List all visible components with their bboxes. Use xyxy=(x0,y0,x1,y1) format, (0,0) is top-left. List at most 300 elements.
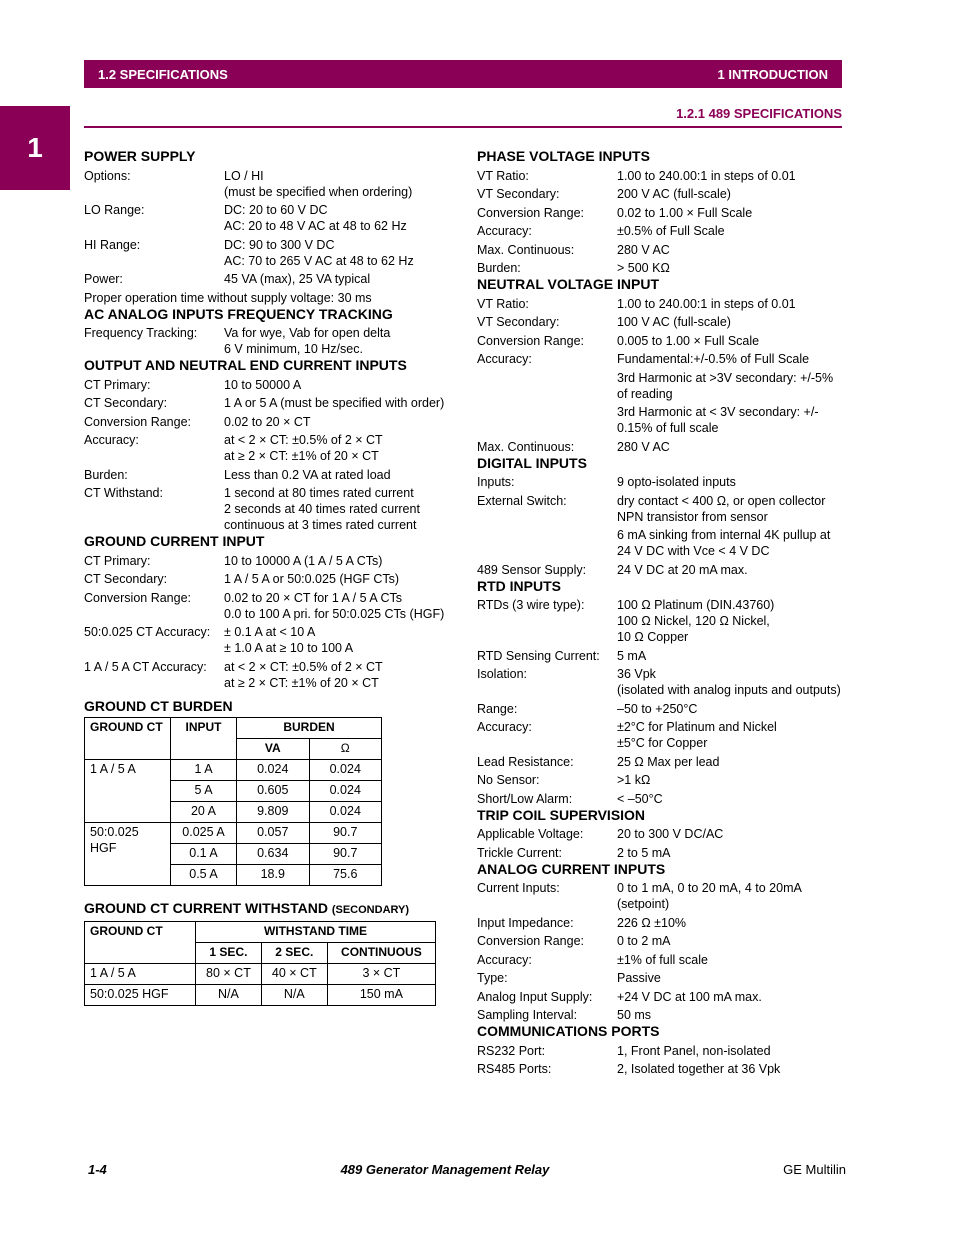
header-continuous: CONTINUOUS xyxy=(327,942,435,963)
section-title: NEUTRAL VOLTAGE INPUT xyxy=(477,276,659,292)
header-1-sec: 1 SEC. xyxy=(196,942,262,963)
spec-value-line: 100 Ω Platinum (DIN.43760) xyxy=(617,598,775,612)
spec-label: RS232 Port: xyxy=(477,1043,546,1058)
table-cell: 0.057 xyxy=(237,822,310,843)
spec-value-line: Passive xyxy=(617,971,661,985)
ground-ct-burden-title: GROUND CT BURDEN xyxy=(84,697,233,714)
spec-row xyxy=(84,202,454,234)
table-cell: 1 A / 5 A xyxy=(85,963,196,984)
spec-label: Burden: xyxy=(477,261,521,275)
spec-value-line: at < 2 × CT: ±0.5% of 2 × CT xyxy=(224,659,383,674)
spec-value-line: Less than 0.2 VA at rated load xyxy=(224,467,391,482)
spec-label: Conversion Range: xyxy=(477,205,585,220)
spec-value-line: 0.0 to 100 A pri. for 50:0.025 CTs (HGF) xyxy=(224,606,445,621)
spec-row xyxy=(84,237,454,269)
spec-row xyxy=(477,527,847,559)
spec-value xyxy=(617,719,847,751)
spec-row xyxy=(84,624,454,656)
spec-row xyxy=(477,242,847,258)
spec-row xyxy=(477,1007,847,1023)
spec-label: HI Range: xyxy=(84,237,141,252)
spec-value xyxy=(617,772,847,788)
spec-value xyxy=(224,377,454,393)
spec-value xyxy=(617,826,847,842)
spec-row xyxy=(84,271,454,287)
spec-value-line: NPN transistor from sensor xyxy=(617,509,768,524)
power-supply-section xyxy=(84,148,454,306)
spec-label: Short/Low Alarm: xyxy=(477,791,573,806)
ground-ct-withstand-table xyxy=(84,921,436,1006)
spec-label: Conversion Range: xyxy=(477,333,585,348)
spec-note: Proper operation time without supply voltage: 30 ms xyxy=(84,290,372,305)
table-cell: N/A xyxy=(261,984,327,1005)
spec-label: Conversion Range: xyxy=(477,934,585,948)
header-ground-ct: GROUND CT xyxy=(85,921,196,963)
spec-row xyxy=(477,439,847,455)
spec-value xyxy=(617,597,847,645)
spec-value xyxy=(617,754,847,770)
spec-label: CT Withstand: xyxy=(84,486,163,500)
spec-row xyxy=(477,772,847,788)
spec-row xyxy=(477,168,847,184)
spec-value-line: ±5°C for Copper xyxy=(617,736,708,750)
table-cell: 50:0.025 HGF xyxy=(85,984,196,1005)
spec-value-line: 0 to 2 mA xyxy=(617,934,671,948)
ground-ct-withstand-title xyxy=(84,900,454,919)
spec-value-line: 0.02 to 20 × CT xyxy=(224,414,311,429)
spec-label: 50:0.025 CT Accuracy: xyxy=(84,625,211,639)
spec-label: Conversion Range: xyxy=(84,414,192,429)
spec-row xyxy=(84,432,454,464)
section-title: ANALOG CURRENT INPUTS xyxy=(477,860,666,877)
trip-coil-section xyxy=(477,807,847,861)
spec-label: Lead Resistance: xyxy=(477,754,574,769)
table-cell: 9.809 xyxy=(237,801,310,822)
spec-value-line: ± 0.1 A at < 10 A xyxy=(224,625,316,639)
table-row xyxy=(85,984,436,1005)
spec-label: LO Range: xyxy=(84,203,145,217)
spec-value-line: 280 V AC xyxy=(617,242,670,257)
spec-row xyxy=(477,989,847,1005)
spec-label: Sampling Interval: xyxy=(477,1008,578,1022)
spec-value xyxy=(617,880,847,912)
table-cell: 20 A xyxy=(171,801,237,822)
spec-label: Accuracy: xyxy=(477,224,532,238)
header-input: INPUT xyxy=(171,717,237,759)
spec-label: VT Ratio: xyxy=(477,296,529,311)
table-row xyxy=(85,759,382,780)
spec-label xyxy=(477,527,617,559)
spec-value-line: 1, Front Panel, non-isolated xyxy=(617,1043,771,1058)
section-title: GROUND CURRENT INPUT xyxy=(84,533,265,549)
header-section: 1.2 SPECIFICATIONS xyxy=(98,66,228,82)
spec-row xyxy=(477,915,847,931)
communications-ports-section xyxy=(477,1023,847,1077)
spec-value xyxy=(224,414,454,430)
spec-row xyxy=(477,791,847,807)
spec-value xyxy=(617,370,847,402)
spec-row xyxy=(477,754,847,770)
spec-value xyxy=(617,205,847,221)
spec-value-line: 100 Ω Nickel, 120 Ω Nickel, xyxy=(617,614,770,628)
spec-row xyxy=(477,223,847,239)
spec-label: CT Primary: xyxy=(84,553,151,568)
table-cell: 1 A xyxy=(171,759,237,780)
spec-value-line: 0 to 1 mA, 0 to 20 mA, 4 to 20mA xyxy=(617,881,802,895)
table-cell: 0.025 A xyxy=(171,822,237,843)
spec-row xyxy=(84,377,454,393)
spec-value-line: 100 V AC (full-scale) xyxy=(617,315,731,329)
spec-label: Max. Continuous: xyxy=(477,242,575,257)
rtd-inputs-section xyxy=(477,578,847,807)
spec-value-line: ±1% of full scale xyxy=(617,952,708,967)
spec-row xyxy=(477,1043,847,1059)
spec-row xyxy=(84,571,454,587)
spec-value-line: (must be specified when ordering) xyxy=(224,184,413,199)
ground-current-section xyxy=(84,533,454,691)
spec-value xyxy=(617,952,847,968)
spec-value xyxy=(617,701,847,717)
table-cell: N/A xyxy=(196,984,262,1005)
spec-value-line: LO / HI xyxy=(224,168,264,183)
digital-inputs-section xyxy=(477,455,847,578)
spec-row xyxy=(477,1061,847,1077)
spec-value xyxy=(617,915,847,931)
spec-value-line: 1 second at 80 times rated current xyxy=(224,486,414,500)
header-withstand-time: WITHSTAND TIME xyxy=(196,921,436,942)
spec-value-line: 2 seconds at 40 times rated current xyxy=(224,502,420,516)
ground-ct-cell: 50:0.025 HGF xyxy=(85,822,171,885)
spec-label: Range: xyxy=(477,701,518,716)
section-title: COMMUNICATIONS PORTS xyxy=(477,1023,660,1039)
table-cell: 90.7 xyxy=(309,822,382,843)
spec-row xyxy=(477,474,847,490)
spec-value-line: AC: 20 to 48 V AC at 48 to 62 Hz xyxy=(224,219,407,233)
spec-label: Frequency Tracking: xyxy=(84,326,198,340)
spec-row xyxy=(477,666,847,698)
spec-label: CT Secondary: xyxy=(84,396,168,410)
spec-value xyxy=(617,1007,847,1023)
table-cell: 0.605 xyxy=(237,780,310,801)
spec-value xyxy=(617,648,847,664)
spec-label: 489 Sensor Supply: xyxy=(477,562,587,577)
spec-label: RTD Sensing Current: xyxy=(477,648,600,663)
spec-row xyxy=(84,659,454,691)
header-2-sec: 2 SEC. xyxy=(261,942,327,963)
neutral-voltage-section xyxy=(477,276,847,455)
header-burden: BURDEN xyxy=(237,717,382,738)
table-row xyxy=(85,822,382,843)
page-number: 1-4 xyxy=(88,1162,107,1177)
spec-row xyxy=(477,370,847,402)
spec-label: VT Secondary: xyxy=(477,315,560,329)
spec-row xyxy=(477,205,847,221)
table-cell: 0.024 xyxy=(309,801,382,822)
table-cell: 40 × CT xyxy=(261,963,327,984)
spec-label: Applicable Voltage: xyxy=(477,827,584,841)
table-cell: 80 × CT xyxy=(196,963,262,984)
spec-row xyxy=(84,485,454,533)
spec-value xyxy=(224,624,454,656)
spec-value-line: DC: 20 to 60 V DC xyxy=(224,203,328,217)
spec-label: CT Primary: xyxy=(84,377,151,392)
spec-value xyxy=(617,242,847,258)
spec-row xyxy=(477,296,847,312)
spec-value xyxy=(617,404,847,436)
spec-value-line: 24 V DC with Vce < 4 V DC xyxy=(617,544,770,558)
spec-value xyxy=(224,485,454,533)
spec-value xyxy=(224,553,454,569)
spec-row xyxy=(477,493,847,525)
section-title: DIGITAL INPUTS xyxy=(477,454,587,471)
spec-row xyxy=(477,314,847,330)
spec-label xyxy=(477,370,617,402)
spec-row xyxy=(84,590,454,622)
spec-label: RTDs (3 wire type): xyxy=(477,598,585,612)
spec-value xyxy=(617,333,847,349)
spec-row xyxy=(84,168,454,200)
spec-value-line: –50 to +250°C xyxy=(617,701,698,716)
spec-row xyxy=(84,467,454,483)
spec-value xyxy=(617,791,847,807)
table-cell: 5 A xyxy=(171,780,237,801)
spec-value xyxy=(617,562,847,578)
spec-value-line: ±0.5% of Full Scale xyxy=(617,224,725,238)
spec-row xyxy=(84,553,454,569)
header-va: VA xyxy=(237,738,310,759)
spec-label: Burden: xyxy=(84,467,128,482)
table-cell: 150 mA xyxy=(327,984,435,1005)
spec-value xyxy=(617,260,847,276)
spec-label: Options: xyxy=(84,168,131,183)
ground-ct-burden-table xyxy=(84,717,382,886)
spec-value-line: continuous at 3 times rated current xyxy=(224,518,417,532)
spec-value-line: 10 Ω Copper xyxy=(617,630,689,644)
frequency-tracking-section xyxy=(84,306,454,358)
spec-label: Analog Input Supply: xyxy=(477,989,593,1004)
spec-value-line: 6 mA sinking from internal 4K pullup at xyxy=(617,528,831,542)
spec-value-line: 1.00 to 240.00:1 in steps of 0.01 xyxy=(617,296,796,311)
output-neutral-section xyxy=(84,357,454,533)
section-title: AC ANALOG INPUTS FREQUENCY TRACKING xyxy=(84,305,393,322)
spec-row xyxy=(477,186,847,202)
spec-label: Power: xyxy=(84,272,123,286)
spec-value-line: 10 to 50000 A xyxy=(224,377,302,392)
spec-label: RS485 Ports: xyxy=(477,1062,552,1076)
spec-value-line: Va for wye, Vab for open delta xyxy=(224,326,391,340)
table-cell: 90.7 xyxy=(309,843,382,864)
spec-value-line: 0.005 to 1.00 × Full Scale xyxy=(617,333,760,348)
spec-value xyxy=(617,933,847,949)
spec-value xyxy=(617,223,847,239)
spec-row xyxy=(477,260,847,276)
spec-value xyxy=(224,237,454,269)
spec-label: Accuracy: xyxy=(84,433,139,447)
spec-row xyxy=(477,597,847,645)
spec-value-line: at ≥ 2 × CT: ±1% of 20 × CT xyxy=(224,675,379,690)
spec-value xyxy=(617,527,847,559)
spec-value xyxy=(617,186,847,202)
spec-label: Conversion Range: xyxy=(84,590,192,605)
spec-value xyxy=(617,439,847,455)
table-cell: 0.024 xyxy=(309,759,382,780)
spec-value-line: 45 VA (max), 25 VA typical xyxy=(224,272,371,286)
spec-value xyxy=(224,395,454,411)
spec-label: Isolation: xyxy=(477,667,528,681)
footer xyxy=(88,1162,846,1177)
spec-value xyxy=(224,571,454,587)
spec-row xyxy=(84,395,454,411)
spec-value xyxy=(617,493,847,525)
header-ground-ct: GROUND CT xyxy=(85,717,171,759)
section-title: TRIP COIL SUPERVISION xyxy=(477,806,646,823)
section-title: RTD INPUTS xyxy=(477,577,561,594)
table-row xyxy=(85,963,436,984)
table-cell: 0.1 A xyxy=(171,843,237,864)
header-chapter: 1 INTRODUCTION xyxy=(717,66,828,82)
spec-row xyxy=(477,719,847,751)
spec-value xyxy=(617,845,847,861)
withstand-title-main: GROUND CT CURRENT WITHSTAND xyxy=(84,899,328,916)
spec-value-line: 25 Ω Max per lead xyxy=(617,754,720,769)
withstand-title-suffix: (SECONDARY) xyxy=(331,903,410,916)
header-bar xyxy=(84,60,842,88)
spec-row xyxy=(477,845,847,861)
divider xyxy=(84,126,842,128)
spec-value-line: 0.15% of full scale xyxy=(617,421,719,435)
document-title: 489 Generator Management Relay xyxy=(340,1162,550,1177)
spec-value-line: 36 Vpk xyxy=(617,667,656,681)
spec-value-line: 2 to 5 mA xyxy=(617,845,671,860)
spec-label: Inputs: xyxy=(477,475,515,489)
header-ohm: Ω xyxy=(309,738,382,759)
spec-value-line: >1 kΩ xyxy=(617,773,651,787)
spec-value-line: 1.00 to 240.00:1 in steps of 0.01 xyxy=(617,168,796,183)
spec-label xyxy=(477,404,617,436)
phase-voltage-section xyxy=(477,148,847,276)
table-cell: 0.024 xyxy=(309,780,382,801)
spec-value-line: 10 to 10000 A (1 A / 5 A CTs) xyxy=(224,553,383,568)
spec-value-line: +24 V DC at 100 mA max. xyxy=(617,989,762,1004)
spec-value-line: ±2°C for Platinum and Nickel xyxy=(617,720,777,734)
spec-value xyxy=(224,432,454,464)
spec-value xyxy=(224,659,454,691)
spec-row xyxy=(477,333,847,349)
spec-value xyxy=(617,474,847,490)
spec-label: Input Impedance: xyxy=(477,915,574,930)
spec-value-line: 1 A / 5 A or 50:0.025 (HGF CTs) xyxy=(224,572,400,586)
table-cell: 0.5 A xyxy=(171,864,237,885)
spec-value xyxy=(617,666,847,698)
spec-value-line: 24 V DC at 20 mA max. xyxy=(617,562,748,577)
spec-value-line: 200 V AC (full-scale) xyxy=(617,187,731,201)
spec-value-line: 3rd Harmonic at >3V secondary: +/-5% xyxy=(617,370,834,385)
spec-label: VT Secondary: xyxy=(477,187,560,201)
table-cell: 0.634 xyxy=(237,843,310,864)
subsection-title: 1.2.1 489 SPECIFICATIONS xyxy=(676,106,842,121)
spec-value-line: dry contact < 400 Ω, or open collector xyxy=(617,493,826,508)
left-column xyxy=(84,148,454,1006)
spec-value-line: 0.02 to 1.00 × Full Scale xyxy=(617,205,753,220)
spec-value-line: AC: 70 to 265 V AC at 48 to 62 Hz xyxy=(224,253,414,268)
spec-label: External Switch: xyxy=(477,493,567,508)
spec-value xyxy=(224,168,454,200)
spec-row xyxy=(477,880,847,912)
spec-row xyxy=(477,404,847,436)
spec-value-line: at ≥ 2 × CT: ±1% of 20 × CT xyxy=(224,449,379,463)
spec-value-line: 9 opto-isolated inputs xyxy=(617,475,736,489)
spec-value-line: 280 V AC xyxy=(617,439,670,454)
spec-value-line: 6 V minimum, 10 Hz/sec. xyxy=(224,342,363,356)
spec-value xyxy=(617,1061,847,1077)
spec-value-line: 20 to 300 V DC/AC xyxy=(617,827,724,841)
spec-value xyxy=(617,296,847,312)
spec-value xyxy=(617,989,847,1005)
spec-row xyxy=(477,970,847,986)
spec-value xyxy=(617,351,847,367)
spec-label: Trickle Current: xyxy=(477,845,562,860)
spec-value-line: 5 mA xyxy=(617,648,647,663)
spec-row xyxy=(84,325,454,357)
spec-value-line: 1 A or 5 A (must be specified with order) xyxy=(224,396,445,410)
spec-value xyxy=(224,467,454,483)
spec-label: CT Secondary: xyxy=(84,572,168,586)
chapter-tab: 1 xyxy=(0,106,70,190)
spec-row xyxy=(477,648,847,664)
spec-row xyxy=(477,933,847,949)
spec-value-line: < –50°C xyxy=(617,791,663,806)
spec-label: 1 A / 5 A CT Accuracy: xyxy=(84,659,207,674)
spec-value xyxy=(224,271,454,287)
ground-ct-cell: 1 A / 5 A xyxy=(85,759,171,822)
spec-value-line: 3rd Harmonic at < 3V secondary: +/- xyxy=(617,405,819,419)
spec-value-line: > 500 KΩ xyxy=(617,261,670,275)
spec-row xyxy=(477,701,847,717)
spec-label: Accuracy: xyxy=(477,352,532,366)
spec-value xyxy=(224,325,454,357)
spec-value-line: (setpoint) xyxy=(617,897,670,911)
section-title: OUTPUT AND NEUTRAL END CURRENT INPUTS xyxy=(84,357,407,373)
spec-row xyxy=(477,351,847,367)
table-cell: 3 × CT xyxy=(327,963,435,984)
table-cell: 18.9 xyxy=(237,864,310,885)
spec-value-line: DC: 90 to 300 V DC xyxy=(224,237,335,252)
spec-value-line: 2, Isolated together at 36 Vpk xyxy=(617,1062,781,1076)
spec-row xyxy=(477,952,847,968)
spec-row xyxy=(84,414,454,430)
spec-label: Type: xyxy=(477,971,508,985)
spec-label: No Sensor: xyxy=(477,773,540,787)
spec-value-line: of reading xyxy=(617,386,673,401)
spec-value-line: Fundamental:+/-0.5% of Full Scale xyxy=(617,352,810,366)
spec-value xyxy=(617,970,847,986)
table-cell: 0.024 xyxy=(237,759,310,780)
spec-value-line: 50 ms xyxy=(617,1008,652,1022)
spec-label: Max. Continuous: xyxy=(477,439,575,454)
spec-row xyxy=(477,826,847,842)
spec-label: Accuracy: xyxy=(477,952,532,967)
spec-value xyxy=(224,590,454,622)
spec-label: Current Inputs: xyxy=(477,881,560,895)
spec-value xyxy=(617,1043,847,1059)
spec-value xyxy=(617,168,847,184)
section-title: PHASE VOLTAGE INPUTS xyxy=(477,148,650,164)
table-cell: 75.6 xyxy=(309,864,382,885)
analog-current-section xyxy=(477,861,847,1024)
spec-value-line: at < 2 × CT: ±0.5% of 2 × CT xyxy=(224,433,383,447)
section-title: POWER SUPPLY xyxy=(84,148,196,164)
spec-label: Accuracy: xyxy=(477,720,532,734)
